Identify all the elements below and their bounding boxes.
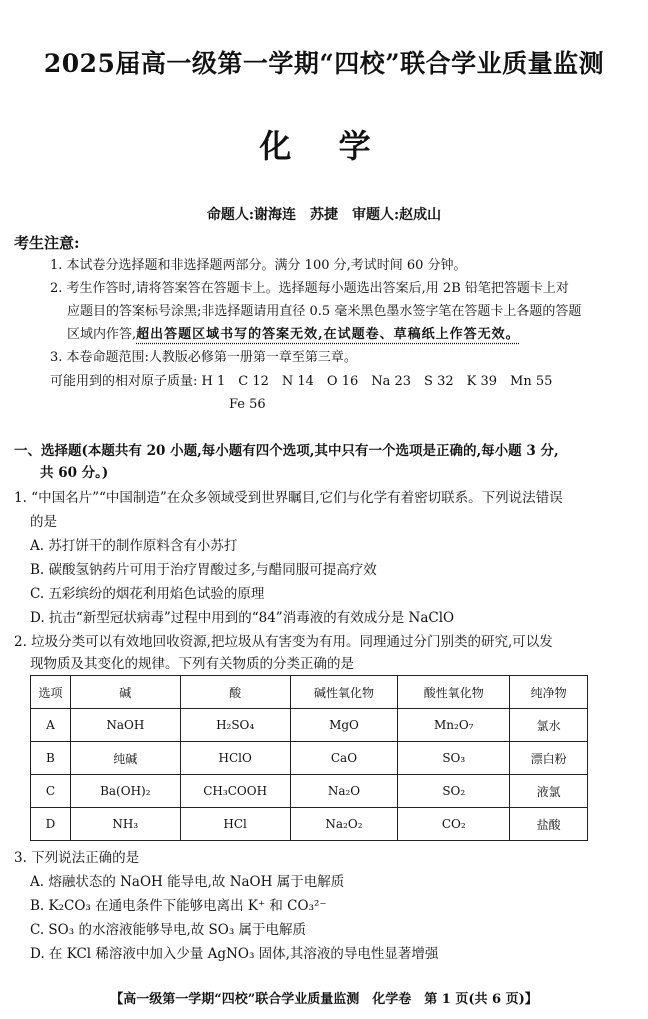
table-row <box>31 709 588 742</box>
notice-line-2: 2. 考生作答时,请将答案答在答题卡上。选择题每小题选出答案后,用 2B 铅笔把答题卡上对 <box>50 281 569 296</box>
table-cell: 漂白粉 <box>510 742 588 775</box>
authors-line: 命题人:谢海连 苏捷 审题人:赵成山 <box>206 207 442 223</box>
notice-warning: 超出答题区域书写的答案无效,在试题卷、草稿纸上作答无效。 <box>136 327 520 342</box>
table-cell: NaOH <box>70 709 180 742</box>
table-cell: SO₃ <box>398 742 510 775</box>
table-row <box>31 775 588 808</box>
notice-line-4 <box>67 325 520 345</box>
table-cell: 液氯 <box>510 775 588 808</box>
table-header-cell: 纯净物 <box>510 676 588 709</box>
table-header-cell: 选项 <box>31 676 71 709</box>
table-cell: H₂SO₄ <box>180 709 290 742</box>
section-heading-line-1: 一、选择题(本题共有 20 小题,每小题有四个选项,其中只有一个选项是正确的,每小题 3 分, <box>14 443 559 459</box>
table-header-cell: 碱 <box>70 676 180 709</box>
subject-title: 化 学 <box>259 127 389 165</box>
table-header-row <box>31 676 588 709</box>
atomic-mass-line: 可能用到的相对原子质量: H 1 C 12 N 14 O 16 Na 23 S 32 K 39 Mn 55 <box>50 374 553 389</box>
table-cell: MgO <box>290 709 398 742</box>
section-heading <box>14 440 634 484</box>
table-cell: Ba(OH)₂ <box>70 775 180 808</box>
table-cell: NH₃ <box>70 808 180 841</box>
section-heading-line-2: 共 60 分。) <box>40 465 109 481</box>
notice-heading: 考生注意: <box>14 234 80 252</box>
table-header-cell: 酸 <box>180 676 290 709</box>
q2-stem-2: 现物质及其变化的规律。下列有关物质的分类正确的是 <box>30 656 354 672</box>
q3-stem: 3. 下列说法正确的是 <box>14 850 140 866</box>
table-row <box>31 808 588 841</box>
table-cell: HCl <box>180 808 290 841</box>
table-cell: 氯水 <box>510 709 588 742</box>
q1-option-d: D. 抗击“新型冠状病毒”过程中用到的“84”消毒液的有效成分是 NaClO <box>30 610 455 626</box>
table-cell: HClO <box>180 742 290 775</box>
page-footer: 【高一级第一学期“四校”联合学业质量监测 化学卷 第 1 页(共 6 页)】 <box>110 992 538 1007</box>
atomic-mass-line-2: Fe 56 <box>229 397 266 412</box>
table-cell: Na₂O <box>290 775 398 808</box>
table-cell: SO₂ <box>398 775 510 808</box>
q3-option-a: A. 熔融状态的 NaOH 能导电,故 NaOH 属于电解质 <box>30 874 345 890</box>
table-cell: Na₂O₂ <box>290 808 398 841</box>
q3-option-b: B. K₂CO₃ 在通电条件下能够电离出 K⁺ 和 CO₃²⁻ <box>30 898 327 914</box>
classification-table <box>30 675 588 841</box>
table-cell: Mn₂O₇ <box>398 709 510 742</box>
notice-line-1: 1. 本试卷分选择题和非选择题两部分。满分 100 分,考试时间 60 分钟。 <box>50 258 467 273</box>
table-cell: CO₂ <box>398 808 510 841</box>
q2-stem: 2. 垃圾分类可以有效地回收资源,把垃圾从有害变为有用。同理通过分门别类的研究,可以发 <box>14 634 553 650</box>
table-cell: C <box>31 775 71 808</box>
table-header-cell: 碱性氧化物 <box>290 676 398 709</box>
table-cell: 纯碱 <box>70 742 180 775</box>
notice-line-5: 3. 本卷命题范围:人教版必修第一册第一章至第三章。 <box>50 350 357 365</box>
q1-option-b: B. 碳酸氢钠药片可用于治疗胃酸过多,与醋同服可提高疗效 <box>30 562 377 578</box>
table-cell: A <box>31 709 71 742</box>
q3-option-d: D. 在 KCl 稀溶液中加入少量 AgNO₃ 固体,其溶液的导电性显著增强 <box>30 946 439 962</box>
table-cell: D <box>31 808 71 841</box>
table-cell: 盐酸 <box>510 808 588 841</box>
exam-title: 2025届高一级第一学期“四校”联合学业质量监测 <box>43 49 605 78</box>
notice-line-3: 应题目的答案标号涂黑;非选择题请用直径 0.5 毫米黑色墨水签字笔在答题卡上各题的答题 <box>67 304 582 319</box>
q1-stem: 1. “中国名片”“中国制造”在众多领域受到世界瞩目,它们与化学有着密切联系。下列说法错误 <box>14 490 563 506</box>
table-header-cell: 酸性氧化物 <box>398 676 510 709</box>
table-row <box>31 742 588 775</box>
notice-line-4-text: 区域内作答, <box>67 327 137 342</box>
q3-option-c: C. SO₃ 的水溶液能够导电,故 SO₃ 属于电解质 <box>30 922 307 938</box>
q1-option-a: A. 苏打饼干的制作原料含有小苏打 <box>30 538 238 554</box>
table-cell: B <box>31 742 71 775</box>
q1-stem-2: 的是 <box>30 514 57 530</box>
table-cell: CaO <box>290 742 398 775</box>
q1-option-c: C. 五彩缤纷的烟花利用焰色试验的原理 <box>30 586 265 602</box>
table-cell: CH₃COOH <box>180 775 290 808</box>
